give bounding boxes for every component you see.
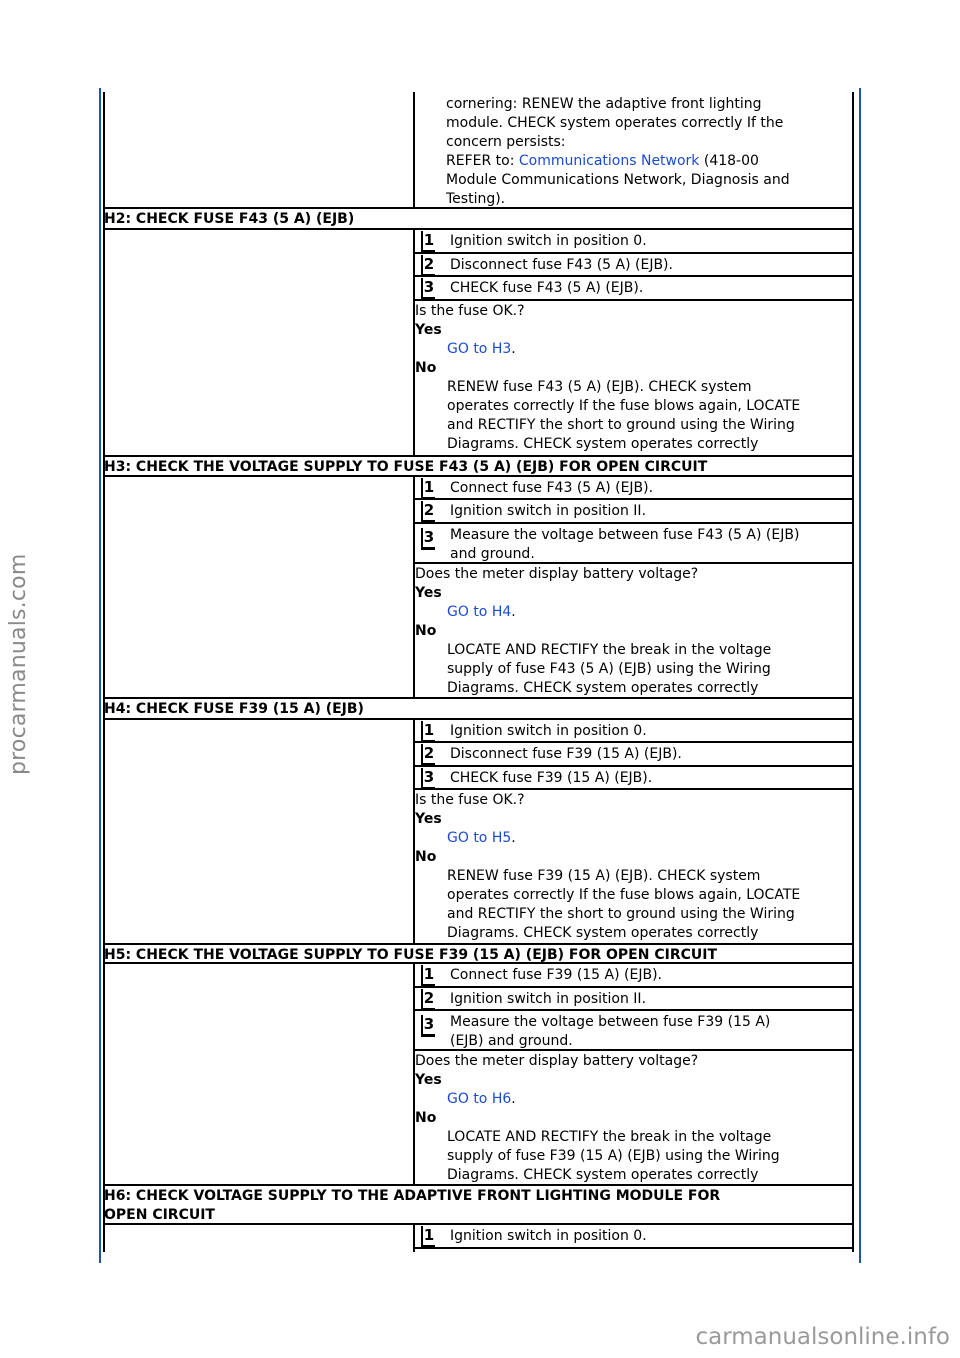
no-line: supply of fuse F39 (15 A) (EJB) using the Wiring [447,1148,780,1164]
yes-label: Yes [415,811,442,827]
step-text: Ignition switch in position 0. [450,233,647,249]
no-label: No [415,623,437,639]
no-line: Diagrams. CHECK system operates correctly [447,680,759,696]
step-number: 2 [421,744,435,766]
step-text: CHECK fuse F43 (5 A) (EJB). [450,280,644,296]
top-divider [413,92,415,207]
h3-question-block: Does the meter display battery voltage? Yes GO to H4. No LOCATE AND RECTIFY the break in the voltage supply of fuse F43 (5 A) (EJB) using the Wiring Diagrams. CHECK system operates correctly [415,565,852,698]
h2-step-1 [413,230,854,254]
step-text: Disconnect fuse F43 (5 A) (EJB). [450,257,673,273]
question-text: Is the fuse OK.? [415,792,525,808]
no-label: No [415,849,437,865]
h2-step-2 [413,254,854,277]
no-line: Diagrams. CHECK system operates correctly [447,1167,759,1183]
no-line: Diagrams. CHECK system operates correctly [447,925,759,941]
h5-step-3 [413,1011,854,1051]
question-text: Is the fuse OK.? [415,303,525,319]
no-line: Diagrams. CHECK system operates correctly [447,436,759,452]
go-to-h4-link[interactable]: GO to H4 [447,604,512,620]
step-number: 3 [421,1015,435,1037]
communications-network-link[interactable]: Communications Network [518,153,700,169]
go-to-h3-link[interactable]: GO to H3 [447,341,512,357]
no-label: No [415,1110,437,1126]
footer-watermark: carmanualsonline.info [695,1324,950,1350]
no-line: operates correctly If the fuse blows again, LOCATE [447,398,801,414]
question-text: Does the meter display battery voltage? [415,566,699,582]
side-watermark: procarmanuals.com [6,553,31,775]
step-text: Measure the voltage between fuse F43 (5 A) (EJB) and ground. [450,527,800,562]
step-number: 2 [421,255,435,277]
step-number: 1 [421,965,435,987]
h2-question-block: Is the fuse OK.? Yes GO to H3. No RENEW fuse F43 (5 A) (EJB). CHECK system operates correctly If the fuse blows again, LOCATE and RECTIFY the short to ground using the Wiring Diagrams. CHECK system operates correctly [415,302,852,454]
no-line: RENEW fuse F39 (15 A) (EJB). CHECK system [447,868,761,884]
left-margin-rule [99,88,101,1263]
no-line: LOCATE AND RECTIFY the break in the voltage [447,642,772,658]
section-h4-header: H4: CHECK FUSE F39 (15 A) (EJB) [103,697,854,720]
step-number: 3 [421,528,435,550]
top-continuation-text [446,95,846,209]
h6-title-line-2: OPEN CIRCUIT [104,1207,215,1223]
step-number: 3 [421,278,435,300]
refer-suffix: (418-00 [699,153,759,169]
h4-step-3 [413,767,854,790]
table-left-border [103,92,105,1252]
no-line: LOCATE AND RECTIFY the break in the voltage [447,1129,772,1145]
refer-line [446,152,846,171]
section-h3-header: H3: CHECK THE VOLTAGE SUPPLY TO FUSE F43 (5 A) (EJB) FOR OPEN CIRCUIT [103,455,854,477]
step-text: CHECK fuse F39 (15 A) (EJB). [450,770,653,786]
step-text: Disconnect fuse F39 (15 A) (EJB). [450,746,682,762]
h4-step-2 [413,743,854,767]
step-number: 1 [421,1226,435,1248]
step-number: 3 [421,768,435,790]
step-number: 1 [421,721,435,743]
step-number: 1 [421,478,435,500]
step-number: 2 [421,501,435,523]
step-number: 2 [421,989,435,1011]
h5-step-1 [413,964,854,988]
step-text: Measure the voltage between fuse F39 (15 A) (EJB) and ground. [450,1014,771,1049]
h5-question-block: Does the meter display battery voltage? Yes GO to H6. No LOCATE AND RECTIFY the break in the voltage supply of fuse F39 (15 A) (EJB) using the Wiring Diagrams. CHECK system operates correctly [415,1052,852,1185]
section-h5-header: H5: CHECK THE VOLTAGE SUPPLY TO FUSE F39 (15 A) (EJB) FOR OPEN CIRCUIT [103,943,854,964]
h3-step-3 [413,524,854,564]
step-number: 1 [421,231,435,253]
h5-step-2 [413,988,854,1011]
go-to-h5-link[interactable]: GO to H5 [447,830,512,846]
top-line-3: concern persists: [446,134,566,150]
no-line: and RECTIFY the short to ground using the Wiring [447,906,795,922]
right-margin-rule [859,88,861,1263]
step-text: Ignition switch in position 0. [450,1228,647,1244]
no-line: supply of fuse F43 (5 A) (EJB) using the Wiring [447,661,771,677]
h2-step-3 [413,277,854,301]
top-line-6: Testing). [446,191,506,207]
h6-step-1 [413,1225,854,1249]
no-label: No [415,360,437,376]
yes-label: Yes [415,1072,442,1088]
go-to-h6-link[interactable]: GO to H6 [447,1091,512,1107]
no-line: and RECTIFY the short to ground using the Wiring [447,417,795,433]
no-line: RENEW fuse F43 (5 A) (EJB). CHECK system [447,379,752,395]
h4-question-block: Is the fuse OK.? Yes GO to H5. No RENEW fuse F39 (15 A) (EJB). CHECK system operates correctly If the fuse blows again, LOCATE and RECTIFY the short to ground using the Wiring Diagrams. CHECK system operates correctly [415,791,852,943]
top-line-1: cornering: RENEW the adaptive front lighting [446,96,762,112]
section-h6-header [103,1184,854,1225]
step-text: Connect fuse F43 (5 A) (EJB). [450,480,654,496]
yes-label: Yes [415,585,442,601]
question-text: Does the meter display battery voltage? [415,1053,699,1069]
step-text: Ignition switch in position II. [450,991,647,1007]
h3-step-2 [413,500,854,524]
section-h2-header: H2: CHECK FUSE F43 (5 A) (EJB) [103,207,854,230]
top-line-5: Module Communications Network, Diagnosis and [446,172,790,188]
no-line: operates correctly If the fuse blows again, LOCATE [447,887,801,903]
h6-title-line-1: H6: CHECK VOLTAGE SUPPLY TO THE ADAPTIVE FRONT LIGHTING MODULE FOR [104,1188,721,1204]
yes-label: Yes [415,322,442,338]
h3-step-1 [413,477,854,500]
refer-prefix: REFER to: [446,153,519,169]
step-text: Ignition switch in position II. [450,503,647,519]
step-text: Connect fuse F39 (15 A) (EJB). [450,967,662,983]
h4-step-1 [413,720,854,743]
step-text: Ignition switch in position 0. [450,723,647,739]
top-line-2: module. CHECK system operates correctly If the [446,115,784,131]
